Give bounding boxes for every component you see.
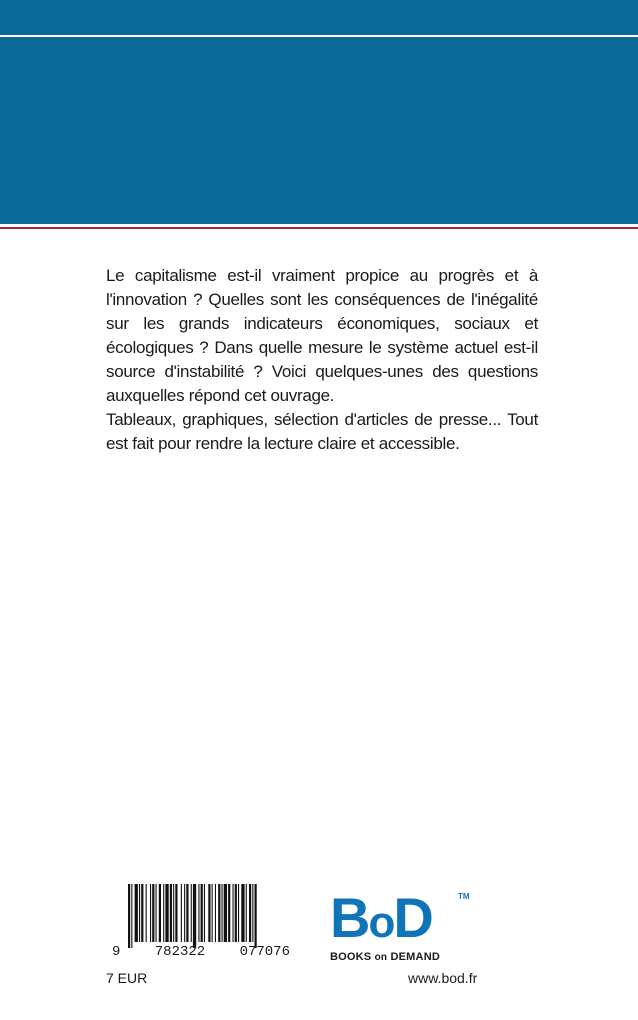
barcode-bar bbox=[233, 884, 234, 942]
header-band bbox=[0, 0, 638, 224]
bod-logo-tagline bbox=[330, 951, 470, 963]
isbn-prefix: 9 bbox=[112, 944, 121, 960]
barcode-bar bbox=[146, 884, 147, 942]
barcode-bar bbox=[222, 884, 223, 942]
barcode-bar bbox=[204, 884, 205, 942]
barcode-bar bbox=[150, 884, 151, 942]
barcode-bar bbox=[235, 884, 237, 942]
barcode-bar bbox=[215, 884, 216, 942]
bod-logo bbox=[330, 886, 470, 963]
barcode-bar bbox=[163, 884, 164, 942]
barcode-bar bbox=[141, 884, 143, 942]
barcode-bar bbox=[186, 884, 188, 942]
barcode-bar bbox=[238, 884, 239, 942]
barcode-bar bbox=[165, 884, 168, 942]
barcode-bar bbox=[212, 884, 213, 942]
logo-letter-d: D bbox=[393, 886, 432, 949]
barcode-bar bbox=[191, 884, 192, 942]
barcode-bar bbox=[128, 884, 130, 948]
publisher-website: www.bod.fr bbox=[408, 970, 478, 986]
barcode-bar bbox=[255, 884, 257, 948]
barcode-bar bbox=[135, 884, 138, 942]
barcode-bar bbox=[241, 884, 244, 942]
blurb-paragraph-1: Le capitalisme est-il vraiment propice au progrès et à l'innovation ? Quelles sont les conséquences de l'inégalité sur les grands indicateurs économiques, sociaux et écologiques ? Dans quelle mesure le système actuel est-il source d'instabilité ? Voici quelques-unes des questions auxquelles répond cet ouvrage. bbox=[106, 266, 538, 405]
bod-logo-wordmark bbox=[330, 886, 470, 949]
barcode-bar bbox=[152, 884, 154, 942]
barcode-bar bbox=[139, 884, 140, 942]
barcode-bar bbox=[208, 884, 210, 942]
barcode-bar bbox=[170, 884, 172, 942]
barcode-bar bbox=[184, 884, 185, 942]
tagline-demand: DEMAND bbox=[390, 951, 440, 963]
barcode-bar bbox=[218, 884, 220, 942]
header-band-line bbox=[0, 35, 638, 37]
barcode-bar bbox=[224, 884, 227, 942]
barcode-bar bbox=[173, 884, 174, 942]
logo-letter-b: B bbox=[330, 886, 369, 949]
barcode-bar bbox=[201, 884, 203, 942]
isbn-group-2: 077076 bbox=[239, 944, 290, 960]
barcode-image bbox=[128, 884, 286, 948]
trademark-mark: TM bbox=[458, 892, 470, 901]
tagline-books: BOOKS bbox=[330, 951, 372, 963]
barcode-bar bbox=[156, 884, 157, 942]
red-divider-rule bbox=[0, 227, 638, 229]
barcode-bar bbox=[249, 884, 251, 942]
tagline-on: on bbox=[374, 952, 388, 963]
barcode-bar bbox=[131, 884, 132, 948]
logo-letter-o: o bbox=[368, 898, 394, 947]
barcode-bar bbox=[193, 884, 196, 948]
blurb-paragraph-2: Tableaux, graphiques, sélection d'articles de presse... Tout est fait pour rendre la lecture claire et accessible. bbox=[106, 410, 538, 453]
barcode-bar bbox=[252, 884, 253, 942]
barcode-bar bbox=[175, 884, 177, 942]
back-cover-blurb bbox=[106, 264, 538, 456]
barcode-bar bbox=[198, 884, 199, 942]
isbn-group-1: 782322 bbox=[154, 944, 206, 960]
barcode-bar bbox=[181, 884, 182, 942]
barcode-bar bbox=[246, 884, 247, 942]
isbn-digits bbox=[112, 944, 290, 960]
barcode-bar bbox=[159, 884, 161, 942]
price-label: 7 EUR bbox=[106, 970, 148, 986]
barcode-bar bbox=[228, 884, 230, 942]
